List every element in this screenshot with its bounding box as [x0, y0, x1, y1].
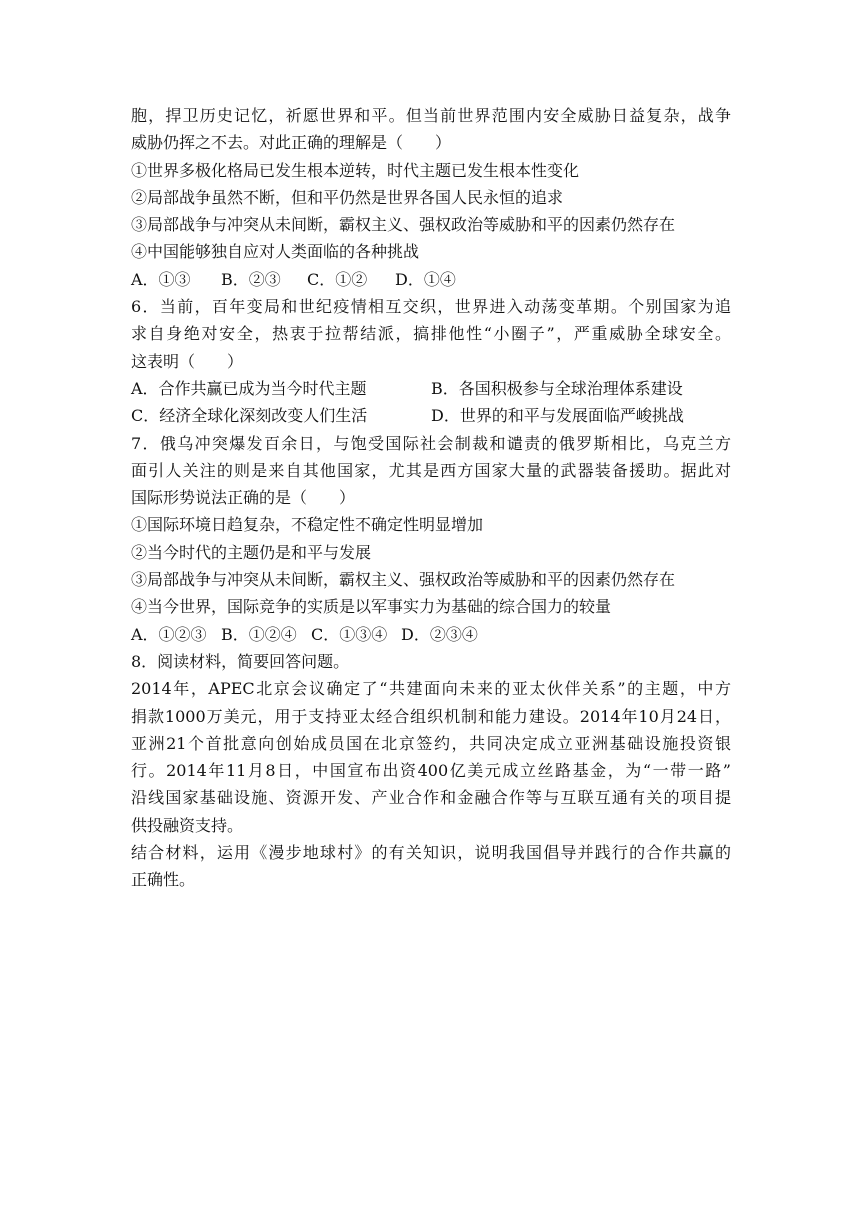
q7-stem-line-2: 面引人关注的则是来自其他国家，尤其是西方国家大量的武器装备援助。据此对 [131, 460, 731, 480]
q8-material-line-4: 行。2014年11月8日，中国宣布出资400亿美元成立丝路基金，为“一带一路” [131, 761, 731, 781]
q7-option-d: D．②③④ [401, 624, 478, 644]
q7-option-a: A．①②③ [131, 624, 207, 644]
q5-statement-4: ④中国能够独自应对人类面临的各种挑战 [131, 242, 420, 262]
q6-options-row-1 [131, 375, 731, 402]
q7-stem-line-3: 国际形势说法正确的是（ ） [131, 488, 356, 508]
q7-option-b: B．①②④ [221, 624, 297, 644]
q7-statement-2: ②当今时代的主题仍是和平与发展 [131, 542, 372, 562]
q6-option-d: D．世界的和平与发展面临严峻挑战 [431, 406, 684, 426]
q7-statement-3: ③局部战争与冲突从未间断，霸权主义、强权政治等威胁和平的因素仍然存在 [131, 570, 676, 590]
q5-option-b: B．②③ [221, 269, 281, 289]
q6-option-c: C．经济全球化深刻改变人们生活 [131, 406, 368, 426]
q7-option-c: C．①③④ [311, 624, 388, 644]
q5-statement-3: ③局部战争与冲突从未间断，霸权主义、强权政治等威胁和平的因素仍然存在 [131, 215, 676, 235]
q8-material-line-2: 捐款1000万美元，用于支持亚太经合组织机制和能力建设。2014年10月24日， [131, 706, 731, 726]
q6-options-row-2 [131, 402, 731, 429]
q6-stem-line-1: 6．当前，百年变局和世纪疫情相互交织，世界进入动荡变革期。个别国家为追 [131, 297, 731, 317]
q7-stem-line-1: 7．俄乌冲突爆发百余日，与饱受国际社会制裁和谴责的俄罗斯相比，乌克兰方 [131, 433, 731, 453]
q5-statement-1: ①世界多极化格局已发生根本逆转，时代主题已发生根本性变化 [131, 160, 580, 180]
q7-options [131, 621, 731, 648]
q7-statement-1: ①国际环境日趋复杂，不稳定性不确定性明显增加 [131, 515, 484, 535]
q7-statement-4: ④当今世界，国际竞争的实质是以军事实力为基础的综合国力的较量 [131, 597, 612, 617]
q6-stem-line-3: 这表明（ ） [131, 351, 244, 371]
q8-requirement-line-1: 结合材料，运用《漫步地球村》的有关知识，说明我国倡导并践行的合作共赢的 [131, 843, 731, 863]
q5-options [131, 266, 731, 293]
q6-option-b: B．各国积极参与全球治理体系建设 [431, 378, 683, 398]
q5-option-d: D．①④ [395, 269, 456, 289]
q5-stem-line-2: 威胁仍挥之不去。对此正确的理解是（ ） [131, 133, 452, 153]
q8-stem: 8．阅读材料，简要回答问题。 [131, 651, 350, 671]
q8-material-line-3: 亚洲21个首批意向创始成员国在北京签约，共同决定成立亚洲基础设施投资银 [131, 733, 731, 753]
document-page [131, 102, 731, 894]
q8-requirement-line-2: 正确性。 [131, 870, 196, 890]
q8-material-line-5: 沿线国家基础设施、资源开发、产业合作和金融合作等与互联互通有关的项目提 [131, 788, 731, 808]
q6-stem-line-2: 求自身绝对安全，热衷于拉帮结派，搞排他性“小圈子”，严重威胁全球安全。 [131, 324, 731, 344]
q5-option-a: A．①③ [131, 269, 191, 289]
q5-statement-2: ②局部战争虽然不断，但和平仍然是世界各国人民永恒的追求 [131, 187, 564, 207]
q8-material-line-6: 供投融资支持。 [131, 815, 244, 835]
q5-stem-line-1: 胞，捍卫历史记忆，祈愿世界和平。但当前世界范围内安全威胁日益复杂，战争 [131, 106, 731, 125]
q5-option-c: C．①② [307, 269, 368, 289]
q6-option-a: A．合作共赢已成为当今时代主题 [131, 378, 367, 398]
q8-material-line-1: 2014年，APEC北京会议确定了“共建面向未来的亚太伙伴关系”的主题，中方 [131, 679, 731, 699]
